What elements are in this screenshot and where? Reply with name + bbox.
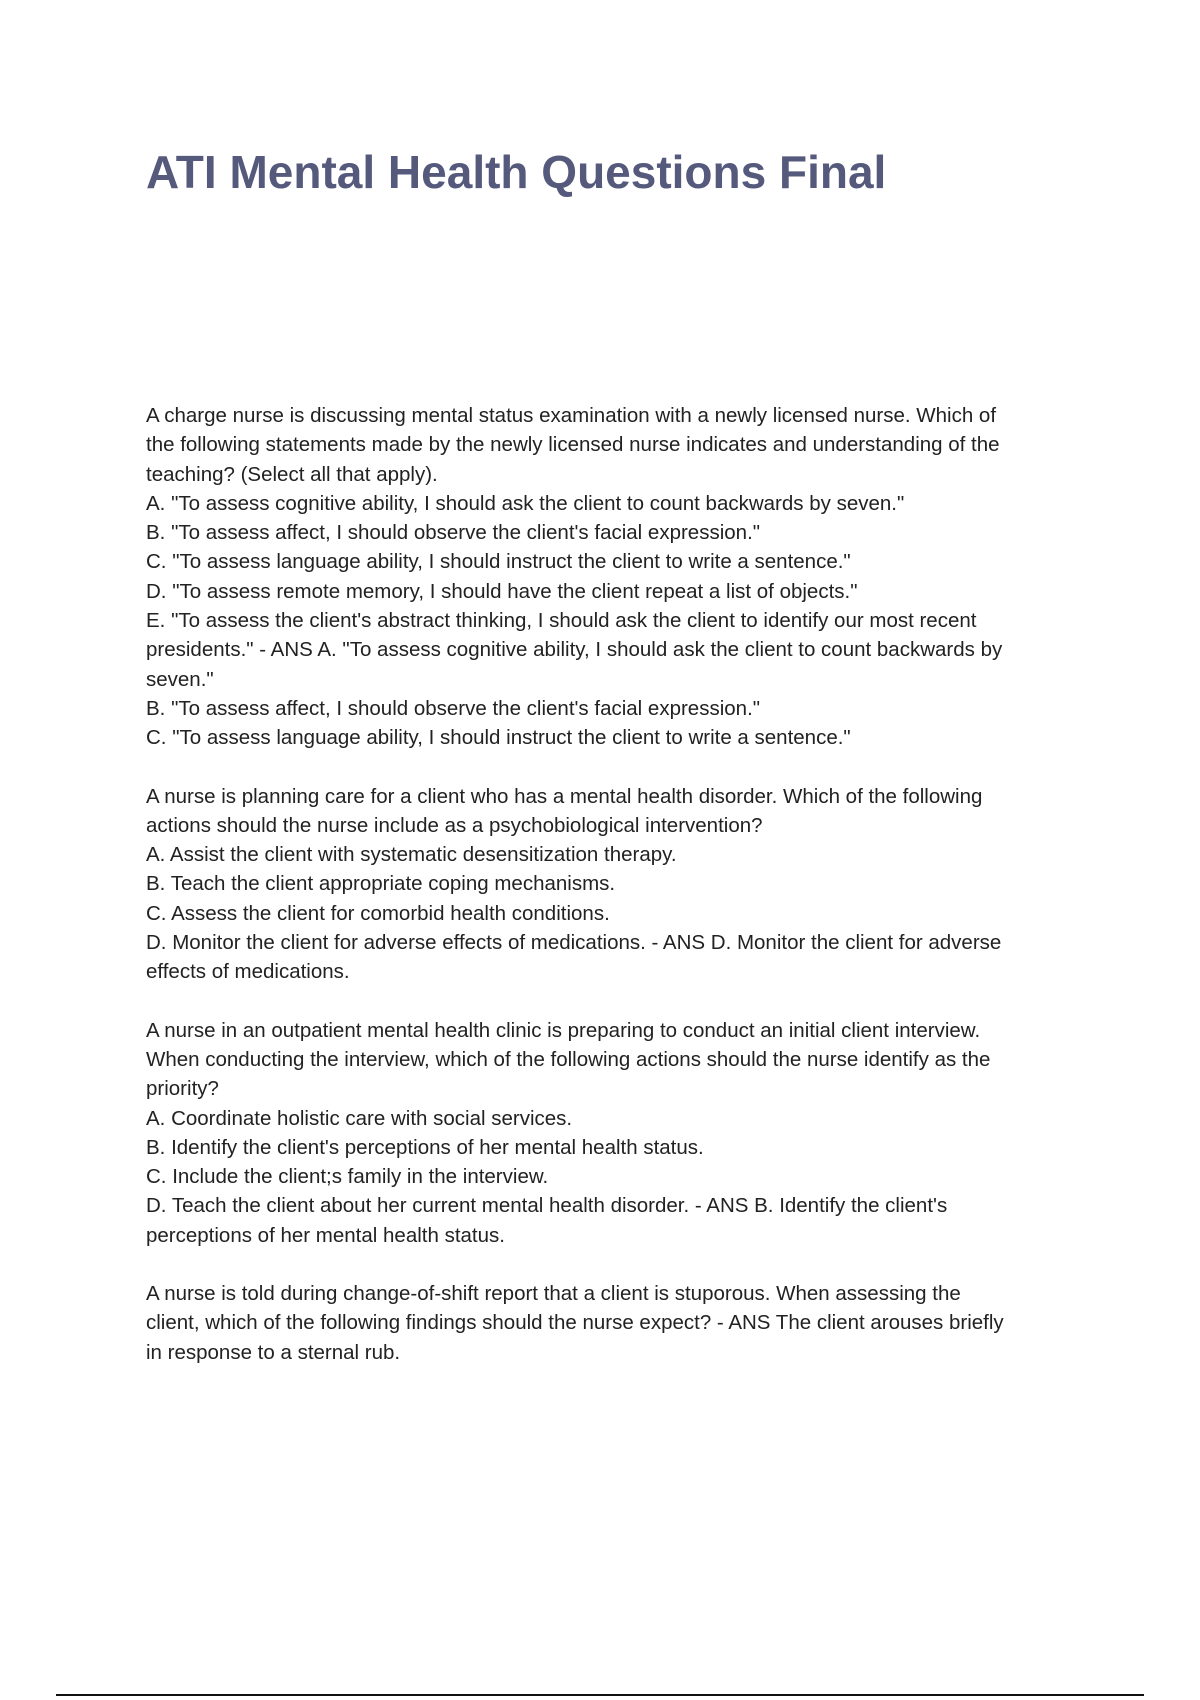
text-line: A. "To assess cognitive ability, I should ask the client to count backwards by seven." — [146, 491, 905, 515]
text-line: B. "To assess affect, I should observe the client's facial expression." — [146, 696, 761, 720]
text-line: A nurse is planning care for a client who has a mental health disorder. Which of the following — [146, 784, 983, 808]
text-line: C. Include the client;s family in the interview. — [146, 1165, 549, 1189]
text-line: A nurse in an outpatient mental health clinic is preparing to conduct an initial client interview. — [146, 1018, 981, 1042]
text-line: presidents." - ANS A. "To assess cognitive ability, I should ask the client to count backwards by — [146, 638, 1003, 662]
question-block — [146, 1279, 1081, 1367]
text-line: C. "To assess language ability, I should instruct the client to write a sentence." — [146, 550, 851, 574]
document-body — [146, 401, 1081, 1396]
text-line: client, which of the following findings should the nurse expect? - ANS The client arouses briefly — [146, 1311, 1004, 1335]
text-line: B. Identify the client's perceptions of her mental health status. — [146, 1135, 704, 1159]
text-line: the following statements made by the newly licensed nurse indicates and understanding of the — [146, 433, 1000, 457]
text-line: E. "To assess the client's abstract thinking, I should ask the client to identify our most recent — [146, 609, 977, 633]
text-line: teaching? (Select all that apply). — [146, 462, 438, 486]
text-line: perceptions of her mental health status. — [146, 1223, 505, 1247]
text-line: actions should the nurse include as a psychobiological intervention? — [146, 813, 763, 837]
text-line: B. "To assess affect, I should observe the client's facial expression." — [146, 521, 761, 545]
text-line: C. Assess the client for comorbid health conditions. — [146, 901, 610, 925]
text-line: C. "To assess language ability, I should instruct the client to write a sentence." — [146, 726, 851, 750]
text-line: effects of medications. — [146, 960, 350, 984]
text-line: priority? — [146, 1077, 219, 1101]
text-line: D. "To assess remote memory, I should have the client repeat a list of objects." — [146, 579, 858, 603]
text-line: in response to a sternal rub. — [146, 1340, 401, 1364]
question-block — [146, 782, 1081, 987]
text-line: A. Assist the client with systematic desensitization therapy. — [146, 843, 677, 867]
text-line: B. Teach the client appropriate coping mechanisms. — [146, 872, 616, 896]
text-line: A charge nurse is discussing mental status examination with a newly licensed nurse. Which of — [146, 404, 997, 427]
text-line: D. Teach the client about her current mental health disorder. - ANS B. Identify the client's — [146, 1194, 948, 1218]
question-block — [146, 1016, 1081, 1250]
page-title: ATI Mental Health Questions Final — [146, 146, 887, 198]
text-line: A nurse is told during change-of-shift report that a client is stuporous. When assessing the — [146, 1282, 961, 1306]
text-line: When conducting the interview, which of the following actions should the nurse identify as the — [146, 1047, 991, 1071]
footer-divider — [56, 1694, 1144, 1696]
question-block — [146, 401, 1081, 753]
text-line: D. Monitor the client for adverse effects of medications. - ANS D. Monitor the client for adverse — [146, 931, 1002, 955]
text-line: A. Coordinate holistic care with social services. — [146, 1106, 573, 1130]
text-line: seven." — [146, 667, 214, 691]
